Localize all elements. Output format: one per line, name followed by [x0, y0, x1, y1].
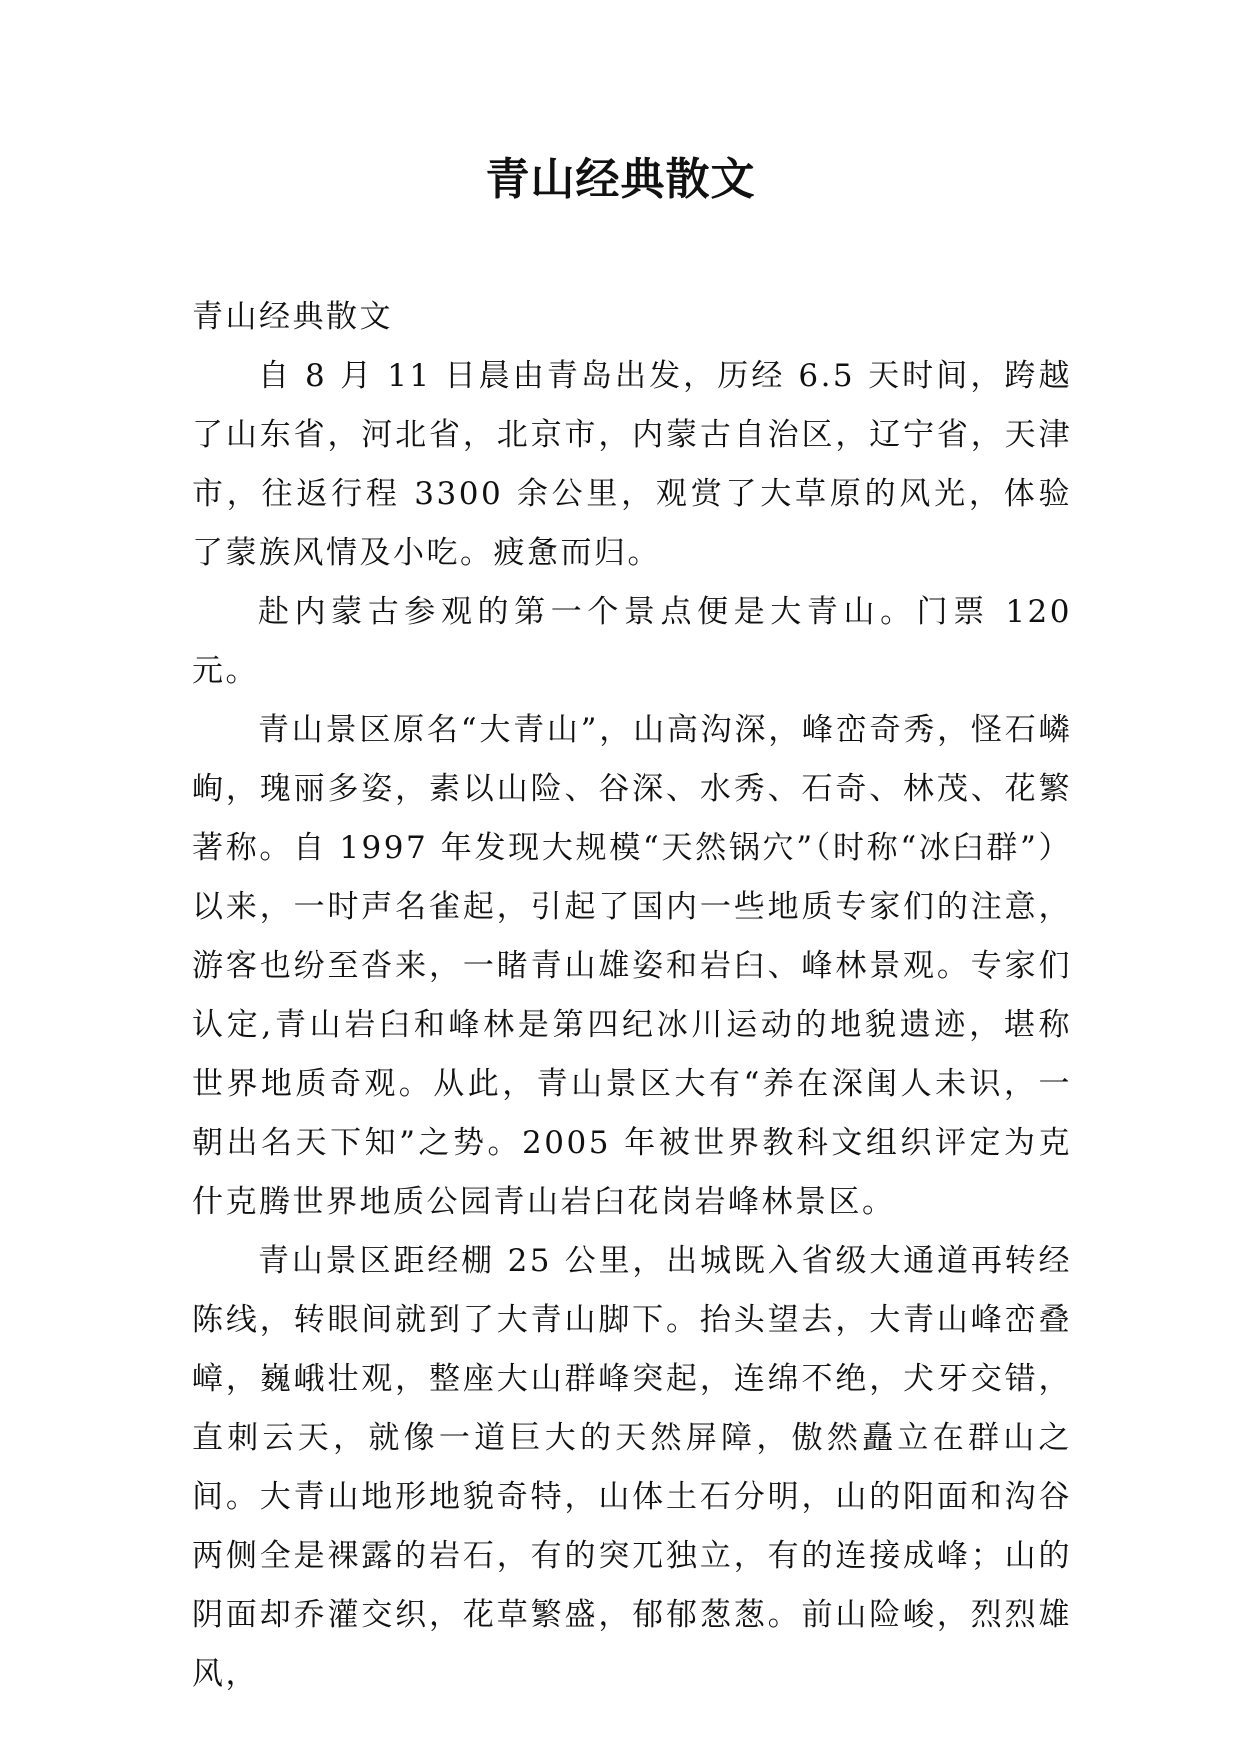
document-subtitle: 青山经典散文 — [192, 299, 393, 335]
paragraph-first-stop: 赴内蒙古参观的第一个景点便是大青山。门票 120 元。 — [192, 594, 1072, 689]
document-body — [192, 288, 1072, 1704]
paragraph-scenic-area-history: 青山景区原名“大青山”，山高沟深，峰峦奇秀，怪石嶙峋，瑰丽多姿，素以山险、谷深、水秀、石奇、林茂、花繁著称。自 1997 年发现大规模“天然锅穴”（时称“冰臼群”）以来，一时声名雀起，引起了国内一些地质专家们的注意，游客也纷至沓来，一睹青山雄姿和岩臼、峰林景观。专家们认定,青山岩臼和峰林是第四纪冰川运动的地貌遗迹，堪称世界地质奇观。从此，青山景区大有“养在深闺人未识，一朝出名天下知”之势。2005 年被世界教科文组织评定为克什克腾世界地质公园青山岩臼花岗岩峰林景区。 — [192, 712, 1072, 1220]
paragraph-mountain-description: 青山景区距经棚 25 公里，出城既入省级大通道再转经陈线，转眼间就到了大青山脚下。抬头望去，大青山峰峦叠嶂，巍峨壮观，整座大山群峰突起，连绵不绝，犬牙交错，直刺云天，就像一道巨大的天然屏障，傲然矗立在群山之间。大青山地形地貌奇特，山体土石分明，山的阳面和沟谷两侧全是裸露的岩石，有的突兀独立，有的连接成峰；山的阴面却乔灌交织，花草繁盛，郁郁葱葱。前山险峻，烈烈雄风， — [192, 1243, 1072, 1692]
paragraph-trip-overview: 自 8 月 11 日晨由青岛出发，历经 6.5 天时间，跨越了山东省，河北省，北京市，内蒙古自治区，辽宁省，天津市，往返行程 3300 余公里，观赏了大草原的风光，体验了蒙族风情及小吃。疲惫而归。 — [192, 358, 1072, 571]
document-title: 青山经典散文 — [485, 154, 756, 205]
